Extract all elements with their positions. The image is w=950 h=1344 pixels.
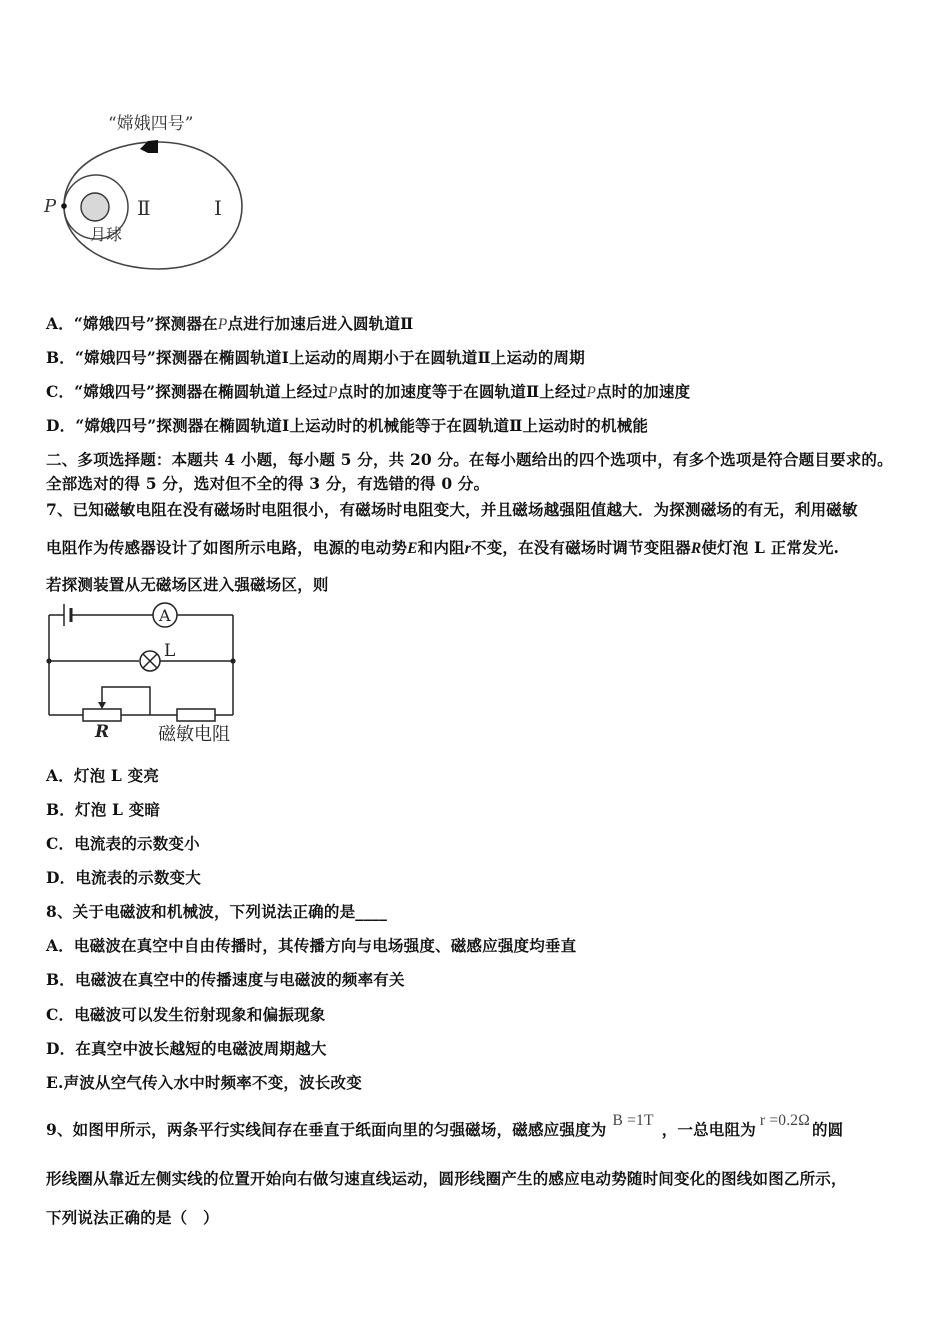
- q7-option-b: B．灯泡 L 变暗: [46, 800, 161, 819]
- q6-option-c-var2: P: [586, 384, 597, 401]
- rheostat-slider-wire: [102, 687, 150, 715]
- orbit-ii-label: Ⅱ: [137, 196, 151, 220]
- q7-line2-b: 和内阻: [417, 538, 465, 557]
- q6-option-c-mid: 点时的加速度等于在圆轨道Ⅱ上经过: [337, 382, 587, 401]
- q6-option-a: [46, 312, 413, 334]
- q8-option-a: A．电磁波在真空中自由传播时，其传播方向与电场强度、磁感应强度均垂直: [46, 936, 577, 955]
- q7-line1: 7、已知磁敏电阻在没有磁场时电阻很小，有磁场时电阻变大，并且磁场越强阻值越大．为探测磁场的有无，利用磁敏: [46, 500, 858, 519]
- point-p-label: P: [44, 196, 57, 217]
- q6-option-c: [46, 380, 690, 402]
- q7-line2: [46, 536, 839, 558]
- q9-line3: 下列说法正确的是（ ）: [46, 1208, 219, 1227]
- orbit-figure: [40, 105, 255, 275]
- q7-var-R: R: [690, 540, 702, 557]
- q6-option-b: [46, 346, 585, 368]
- q6-option-d-text: D．“嫦娥四号”探测器在椭圆轨道Ⅰ上运动时的机械能等于在圆轨道Ⅱ上运动时的机械能: [46, 416, 649, 435]
- q9-line1-a: 9、如图甲所示，两条平行实线间存在垂直于纸面向里的匀强磁场，磁感应强度为: [46, 1120, 607, 1139]
- ammeter-label: A: [159, 606, 171, 625]
- q6-option-a-var: P: [217, 316, 228, 333]
- q6-option-c-text: C．“嫦娥四号”探测器在椭圆轨道上经过: [46, 382, 328, 401]
- q9-r-expr: r =0.2Ω: [759, 1112, 810, 1129]
- q9-line1-c: 的圆: [811, 1120, 844, 1139]
- rheostat-label: R: [95, 722, 110, 742]
- q8-option-e: E.声波从空气传入水中时频率不变，波长改变: [46, 1073, 362, 1092]
- q6-option-b-text: B．“嫦娥四号”探测器在椭圆轨道Ⅰ上运动的周期小于在圆轨道Ⅱ上运动的周期: [46, 348, 585, 367]
- rheostat-body: [83, 709, 121, 721]
- rheostat-slider-arrow: [98, 702, 106, 709]
- circuit-figure: [40, 598, 255, 750]
- q7-line3: 若探测装置从无磁场区进入强磁场区，则: [46, 575, 329, 594]
- q7-line2-a: 电阻作为传感器设计了如图所示电路，电源的电动势: [46, 538, 408, 557]
- q9-line1: [46, 1112, 844, 1140]
- section2-line1: 二、多项选择题：本题共 4 小题，每小题 5 分，共 20 分。在每小题给出的四个选项中，有多个选项是符合题目要求的。: [46, 450, 893, 469]
- q7-line2-d: 使灯泡 L 正常发光.: [701, 538, 840, 557]
- magnetoresistor-label: 磁敏电阻: [158, 724, 230, 745]
- q6-option-c-suffix: 点时的加速度: [596, 382, 691, 401]
- q8-option-d: D．在真空中波长越短的电磁波周期越大: [46, 1039, 327, 1058]
- moon-label: 月球: [90, 225, 123, 244]
- q7-option-c: C．电流表的示数变小: [46, 834, 200, 853]
- q7-option-a: A．灯泡 L 变亮: [46, 766, 160, 785]
- q6-option-a-suffix: 点进行加速后进入圆轨道Ⅱ: [227, 314, 414, 333]
- q8-option-c: C．电磁波可以发生衍射现象和偏振现象: [46, 1005, 326, 1024]
- q7-var-e: E: [407, 540, 418, 557]
- q9-b-expr: B =1T: [612, 1112, 654, 1129]
- q7-line2-c: 不变，在没有磁场时调节变阻器: [471, 538, 691, 557]
- orbit-i-label: Ⅰ: [214, 196, 222, 220]
- q7-var-r: r: [464, 540, 471, 557]
- q8-stem: 8、关于电磁波和机械波，下列说法正确的是____: [46, 902, 388, 921]
- q6-option-c-var: P: [327, 384, 338, 401]
- moon-shape: [81, 193, 109, 221]
- lamp-label: L: [164, 641, 176, 661]
- magnetoresistor-body: [177, 709, 215, 721]
- q9-line1-b: ，一总电阻为: [661, 1120, 756, 1139]
- q6-option-a-text: A．“嫦娥四号”探测器在: [46, 314, 218, 333]
- q9-line2: 形线圈从靠近左侧实线的位置开始向右做匀速直线运动，圆形线圈产生的感应电动势随时间变化的图线如图乙所示，: [46, 1169, 847, 1188]
- junction-top-left: [46, 658, 51, 663]
- junction-top-right: [230, 658, 235, 663]
- section2-line2: 全部选对的得 5 分，选对但不全的得 3 分，有选错的得 0 分。: [46, 474, 490, 493]
- q6-option-d: [46, 414, 648, 436]
- q7-option-d: D．电流表的示数变大: [46, 868, 201, 887]
- q8-option-b: B．电磁波在真空中的传播速度与电磁波的频率有关: [46, 970, 405, 989]
- probe-label: “嫦娥四号”: [108, 114, 194, 134]
- point-p-marker: [61, 203, 67, 209]
